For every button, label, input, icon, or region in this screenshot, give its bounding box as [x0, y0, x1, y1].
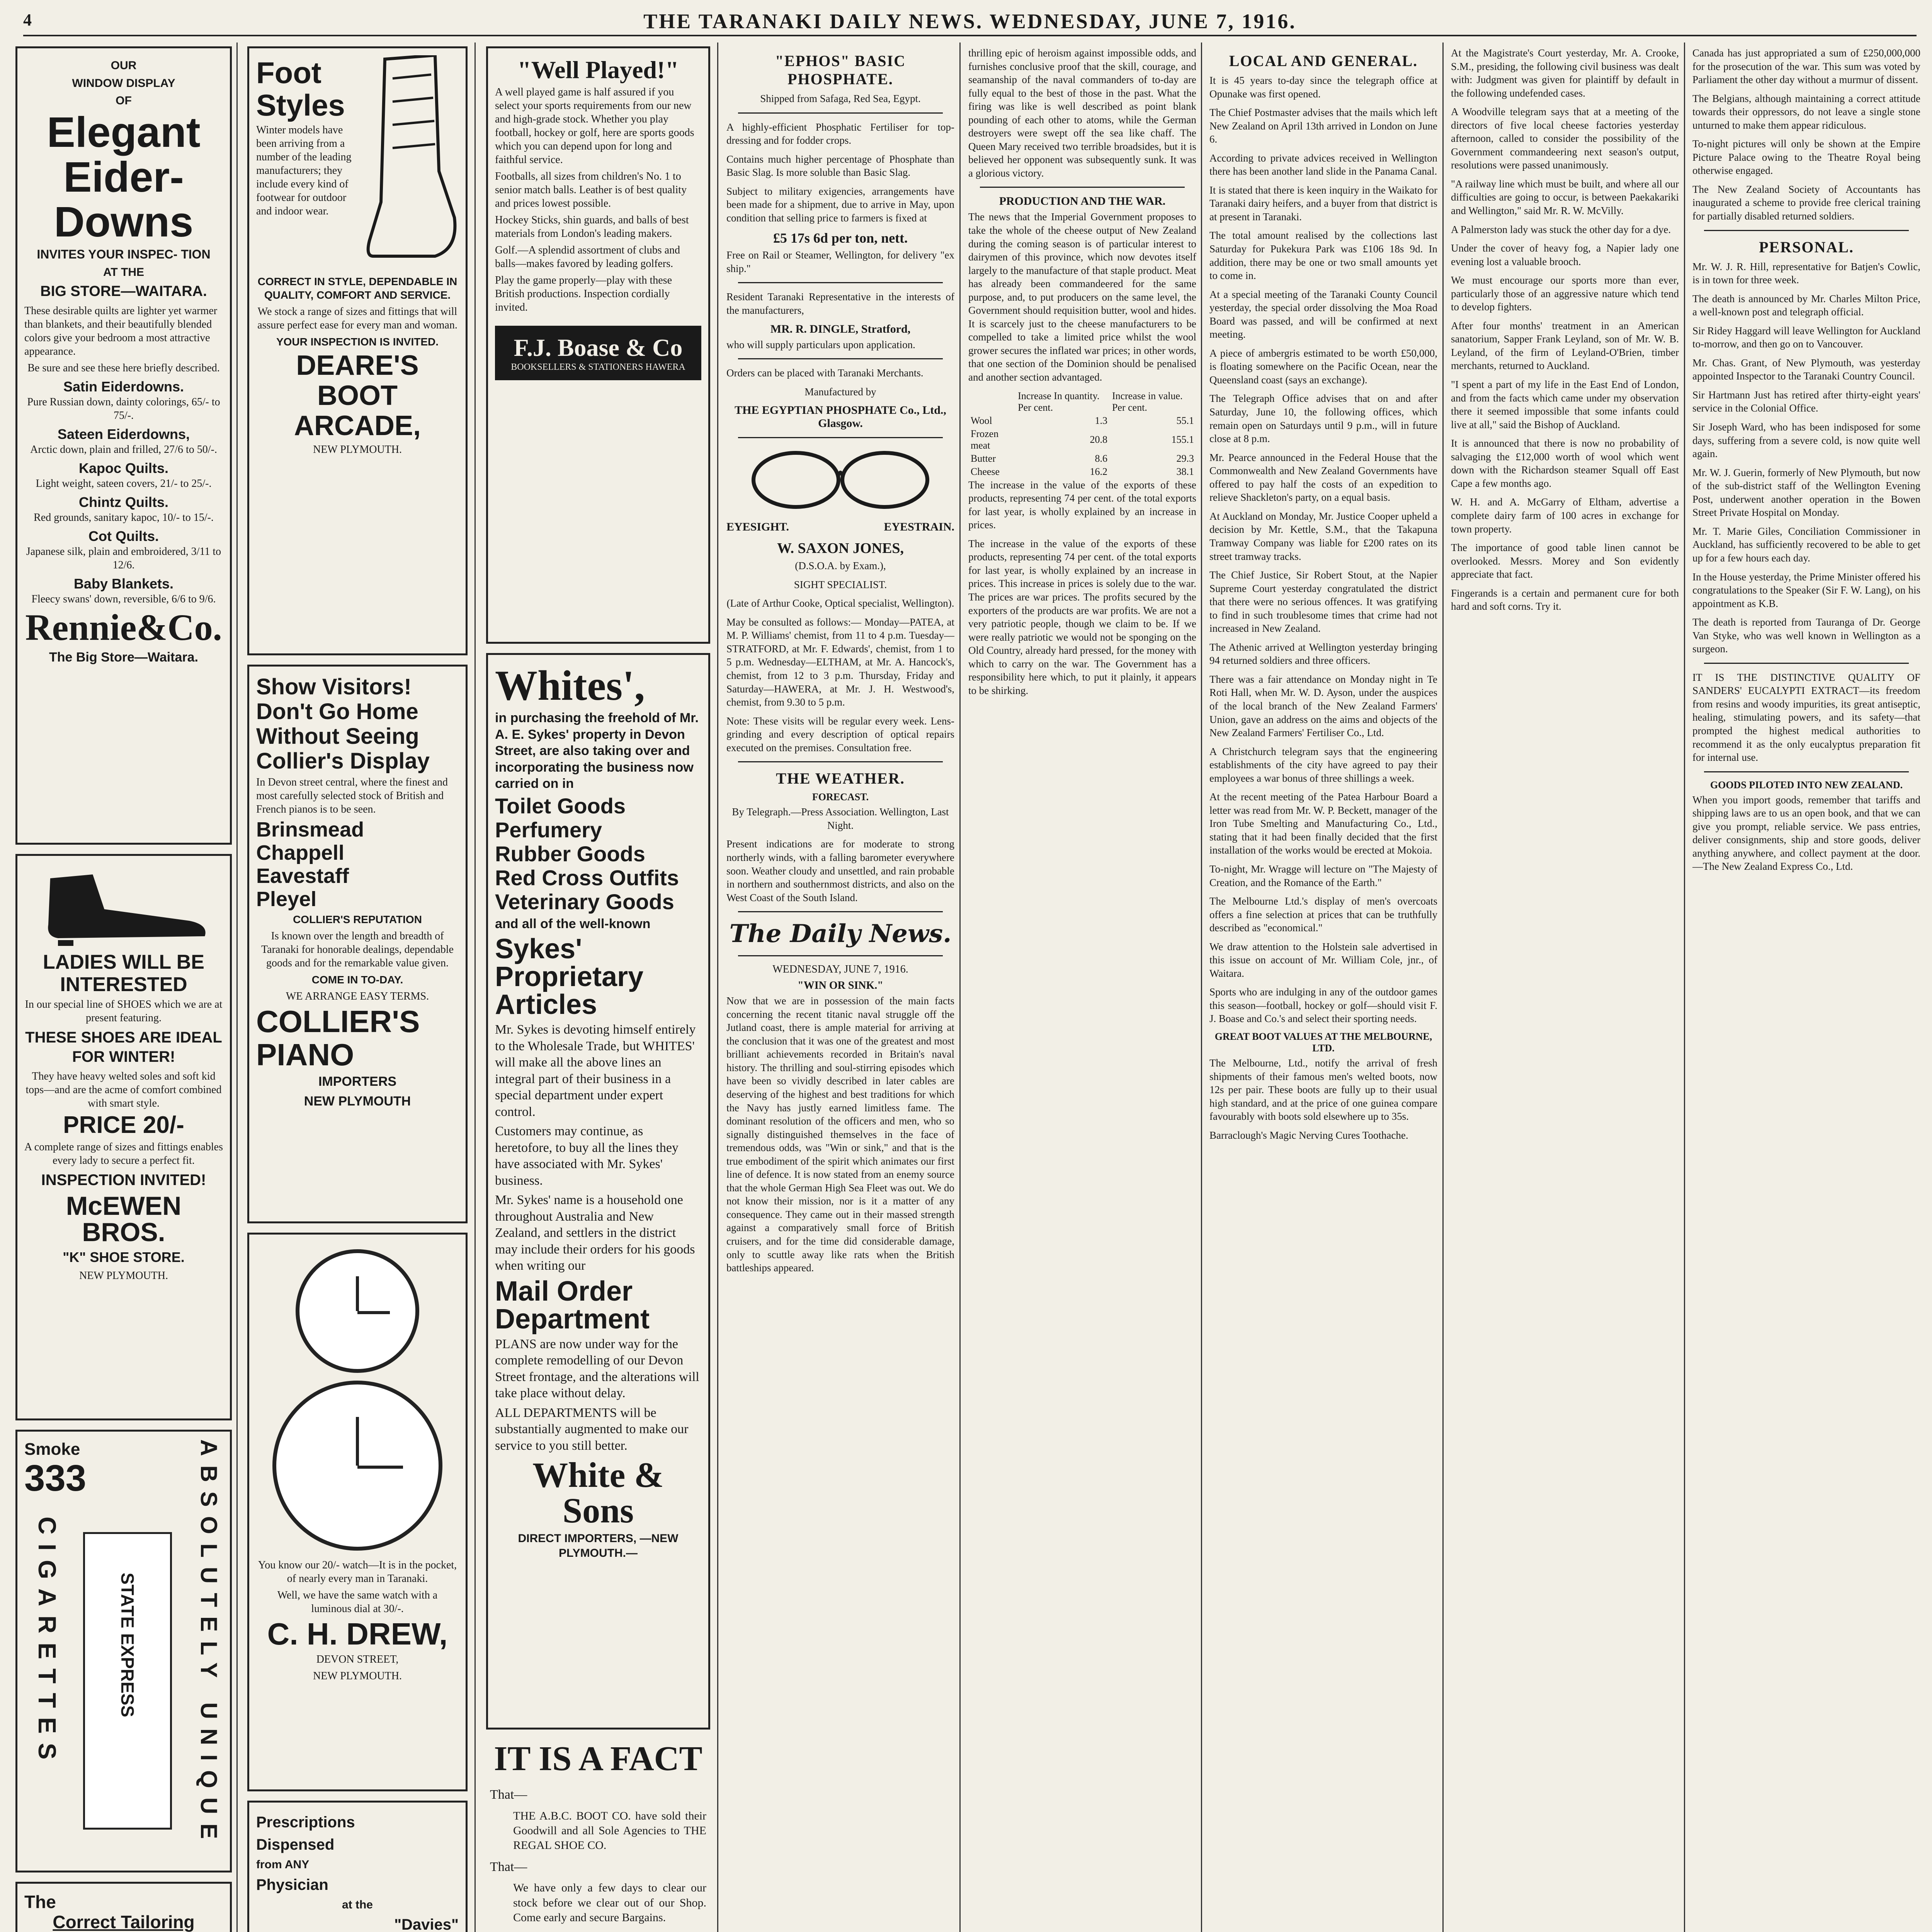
news-item: The Athenic arrived at Wellington yesterday bringing 94 returned soldiers and three officers.	[1209, 641, 1437, 667]
news-item: W. H. and A. McGarry of Eltham, advertise a complete dairy farm of 100 acres in exchange for town property.	[1451, 496, 1679, 535]
firm-name: McEWEN BROS.	[66, 1191, 182, 1247]
ad-text: You know our 20/- watch—It is in the pocket, of nearly every man in Taranaki.	[258, 1559, 457, 1585]
piano-brand: Chappell	[256, 841, 345, 864]
divider	[738, 437, 943, 438]
ad-text: Customers may continue, as heretofore, to buy all the lines they have associated with Mr. Sykes' business.	[495, 1124, 679, 1188]
logo-text: F.J. Boase & Co	[514, 334, 683, 361]
column-1	[15, 46, 232, 1932]
ad-text: AT THE	[103, 265, 145, 279]
personal-item: In the House yesterday, the Prime Minister offered his congratulations to the Speaker (Sir F. W. Lang), on his appointment as K.B.	[1692, 571, 1920, 609]
news-item: IT IS THE DISTINCTIVE QUALITY OF SANDERS' EUCALYPTI EXTRACT—its freedom from resins and woody impurities, its great antiseptic, healing, stimulating powers, and its safety—that prompted the highest medical authorities to recommend it as the only eucalyptus preparation fit for internal use.	[1692, 671, 1920, 764]
article-body: The news that the Imperial Government proposes to take the whole of the cheese output of New Zealand during the coming season is of particular interest to dairymen of this province, which now devotes itself largely to the manufacture of that staple product. Meat has already been commandeered for the same purpose, and, to put producers on the same level, the Government should requisition butter, wool and hides. It is scarcely just to the cheese manufacturers to be compelled to take a limited price whilst the wool grower secures the inflated war prices; in other words, that one section of the Dominion should be penalised and another section advantaged.	[968, 211, 1196, 383]
masthead-bar	[23, 8, 1917, 36]
product-line: Perfumery	[495, 817, 602, 842]
item-name: Sateen Eiderdowns,	[57, 426, 190, 442]
divider	[738, 282, 943, 283]
collier-piano-ad	[247, 665, 468, 1223]
table-cell: 1.3	[1095, 415, 1107, 426]
ad-text: Prescriptions	[256, 1814, 355, 1831]
ad-text: in purchasing the freehold of Mr. A. E. Sykes' property in Devon Street, are also taking over and incorporating the business now carried on in	[495, 711, 699, 791]
tailoring-ad	[15, 1882, 232, 1932]
ad-text: THE EGYPTIAN PHOSPHATE Co., Ltd., Glasgow.	[735, 404, 946, 430]
ad-text: OUR	[111, 59, 137, 72]
ad-headline: 333	[24, 1458, 87, 1499]
article-headline: "WIN OR SINK."	[798, 980, 883, 992]
ad-text: DIRECT IMPORTERS, —NEW PLYMOUTH.—	[518, 1532, 679, 1560]
divider	[1704, 663, 1909, 664]
item-name: Baby Blankets.	[73, 575, 174, 592]
ad-text: Orders can be placed with Taranaki Merchants.	[726, 367, 923, 379]
ad-text: A highly-efficient Phosphatic Fertiliser for top-dressing and for fodder crops.	[726, 121, 954, 146]
item-desc: Light weight, sateen covers, 21/- to 25/-.	[36, 477, 212, 490]
news-item: At the Magistrate's Court yesterday, Mr. A. Crooke, S.M., presiding, the following civil business was dealt with: Judgment was given for plaintiff by default in the following undefended cases.	[1451, 47, 1679, 99]
table-cell: Frozen meat	[971, 428, 999, 451]
news-item: The Melbourne, Ltd., notify the arrival of fresh shipments of their famous men's welted boots, now 12s per pair. These boots are fully up to their usual high standard, and at the price of one guinea compare favourably with boots sold elsewhere up to 35s.	[1209, 1057, 1437, 1122]
product-line: Veterinary Goods	[495, 889, 674, 914]
table-cell: 55.1	[1176, 415, 1194, 426]
ad-headline: "Well Played!"	[517, 56, 679, 83]
personal-item: The death is reported from Tauranga of Dr. George Van Styke, who was well known in Wellington as a surgeon.	[1692, 616, 1920, 655]
column-rule	[1684, 43, 1685, 1932]
column-3	[486, 46, 710, 1932]
ad-text: A well played game is half assured if you select your sports requirements from our new and high-grade stock. Whether you play football, hockey or golf, here are sports goods which you can depend upon for long and faithful service.	[495, 86, 694, 166]
divider	[738, 358, 943, 359]
ad-headline: Collier's Display	[256, 748, 430, 774]
ad-text: They have heavy welted soles and soft kid tops—and are the acme of comfort combined with smart style.	[26, 1070, 222, 1109]
news-item: Sports who are indulging in any of the outdoor games this season—football, hockey or golf—should visit F. J. Boase and Co.'s and select their sporting needs.	[1209, 986, 1437, 1025]
divider	[738, 955, 943, 956]
ad-text: In Devon street central, where the finest and most carefully selected stock of British and French pianos is to be seen.	[256, 776, 448, 815]
ad-text: (D.S.O.A. by Exam.),	[795, 560, 886, 572]
shoe-icon	[24, 863, 223, 948]
divider	[738, 112, 943, 114]
ad-text: "K" SHOE STORE.	[63, 1249, 185, 1265]
news-item: Under the cover of heavy fog, a Napier lady one evening lost a valuable brooch.	[1451, 242, 1679, 267]
personal-item: Mr. Chas. Grant, of New Plymouth, was yesterday appointed Inspector to the Taranaki Country Council.	[1692, 357, 1920, 382]
ad-text: That—	[490, 1859, 527, 1874]
ad-text: NEW PLYMOUTH.	[313, 1670, 402, 1682]
ad-text: The Big Store—Waitara.	[49, 650, 199, 665]
news-item: At Auckland on Monday, Mr. Justice Cooper upheld a decision by Mr. Kettle, S.M., that the Takapuna Tramway Company was liable for £200 rates on its street tramway tracks.	[1209, 510, 1437, 562]
news-item: A Woodville telegram says that at a meeting of the directors of five local cheese factories yesterday afternoon, called to consider the possibility of the Government commandeering next season's output, resolutions were passed unanimously.	[1451, 106, 1679, 171]
ad-text: Shipped from Safaga, Red Sea, Egypt.	[760, 93, 921, 104]
ad-headline: Whites',	[495, 662, 645, 709]
boase-logo	[495, 326, 701, 380]
ad-text: EYESTRAIN.	[884, 520, 954, 534]
ad-text: Mr. Sykes is devoting himself entirely to the Wholesale Trade, but WHITES' will make all the above lines an integral part of their business in a special department under expert control.	[495, 1022, 696, 1119]
ad-text: Note: These visits will be regular every week. Lens-grinding and every description of optical repairs executed on the premises. Consultation free.	[726, 715, 954, 753]
ad-text: OF	[116, 94, 132, 107]
ad-text: Play the game properly—play with these British productions. Inspection cordially invited.	[495, 274, 672, 313]
byline: By Telegraph.—Press Association. Wellington, Last Night.	[732, 806, 949, 831]
ad-text: and all of the well-known	[495, 916, 651, 931]
pocket-watch-icon	[272, 1381, 442, 1551]
ad-text: That—	[490, 1787, 527, 1802]
ad-text: Footballs, all sizes from children's No. 1 to senior match balls. Leather is of best quality and prices lowest possible.	[495, 170, 687, 209]
ad-text: THESE SHOES ARE IDEAL FOR WINTER!	[25, 1029, 222, 1065]
ad-headline: Eider-	[63, 153, 184, 201]
column-rule	[1442, 43, 1444, 1932]
ad-text: Is known over the length and breadth of Taranaki for honorable dealings, dependable goods and for the remarkable value given.	[261, 930, 454, 969]
news-item: Barraclough's Magic Nerving Cures Toothache.	[1209, 1129, 1408, 1141]
news-item: After four months' treatment in an American sanatorium, Sapper Frank Leyland, son of Mr. W. B. Leyland, of the firm of Leyland-O'Brien, timber merchants, returned to Auckland.	[1451, 320, 1679, 372]
news-item: A piece of ambergris estimated to be worth £50,000, is floating somewhere on the Pacific Ocean, near the Queensland coast (says an exchange).	[1209, 347, 1437, 386]
ad-text: These desirable quilts are lighter yet warmer than blankets, and their beautifully blended colors give your bedroom a most attractive appearance.	[24, 304, 218, 357]
ad-text: Hockey Sticks, shin guards, and balls of best materials from London's leading makers.	[495, 214, 689, 240]
editorial-masthead: The Daily News.	[729, 919, 952, 949]
firm-name: White & Sons	[532, 1455, 664, 1530]
ad-text: THE A.B.C. BOOT CO. have sold their Goodwill and all Sole Agencies to THE REGAL SHOE CO.	[513, 1809, 706, 1852]
ad-text: at the	[342, 1898, 373, 1911]
news-item: The Melbourne Ltd.'s display of men's overcoats offers a fine selection at prices that can be truthfully described as "economical."	[1209, 895, 1437, 934]
news-item: It is stated that there is keen inquiry in the Waikato for Taranaki dairy heifers, and a buyer from that district is at present in Taranaki.	[1209, 184, 1437, 223]
product-line: Rubber Goods	[495, 841, 645, 866]
ad-headline: Show Visitors!	[256, 674, 412, 699]
brand-label: STATE EXPRESS	[117, 1573, 138, 1718]
whites-ad	[486, 653, 710, 1730]
ad-text: Golf.—A splendid assortment of clubs and balls—makes favored by leading golfers.	[495, 244, 680, 270]
column-7	[1451, 46, 1679, 1932]
ad-text: NEW PLYMOUTH.	[313, 444, 402, 456]
ad-text	[490, 1930, 706, 1932]
news-item: At a special meeting of the Taranaki County Council yesterday, the special order dissolving the Moa Road Board was passed, and will be confirmed at next meeting.	[1209, 288, 1437, 340]
table-cell: 20.8	[1090, 434, 1107, 445]
ad-text: May be consulted as follows:— Monday—PATEA, at M. P. Williams' chemist, from 11 to 4 p.m. Tuesday—STRATFORD, at Mr. F. Edwards', chemist, from 1 to 5 p.m. Wednesday—ELTHAM, at Mr. A. Hancock's, chemist, from 12 to 3 p.m. Thursday, Friday and Saturday—HAWERA, at Mr. J. H. Westwood's, chemist, from 9.30 to 5 p.m.	[726, 616, 954, 708]
ad-text: Free on Rail or Steamer, Wellington, for delivery "ex ship."	[726, 249, 954, 274]
ad-text: SIGHT SPECIALIST.	[794, 578, 887, 590]
abc-boot-ad	[486, 1739, 710, 1932]
ad-text: Winter models have been arriving from a number of the leading manufacturers; they include every kind of footwear for outdoor and indoor wear.	[256, 124, 352, 217]
news-item: The Belgians, although maintaining a correct attitude towards their oppressors, do not leave a single stone unturned to make them appear ridiculous.	[1692, 92, 1920, 131]
article-headline: "EPHOS" BASIC PHOSPHATE.	[775, 52, 906, 88]
ad-text: INSPECTION INVITED!	[41, 1172, 206, 1189]
ad-text: WE ARRANGE EASY TERMS.	[286, 990, 429, 1002]
sports-goods-ad	[486, 46, 710, 644]
item-name: Cot Quilts.	[88, 528, 159, 544]
table-header	[968, 389, 1196, 414]
table-cell: 29.3	[1176, 452, 1194, 464]
article-body: thrilling epic of heroism against impossible odds, and furnishes conclusive proof that the skill, courage, and seamanship of the naval commanders of to-day are fully equal to the best of those in the past. What the firing was like is well described as point blank pounding of each other to atoms, while the German destroyers were swept off the sea like chaff. The Queen Mary received two terrible broadsides, but it is believed her opponent was subsequently sunk. It was a glorious victory.	[968, 47, 1196, 179]
news-item: We must encourage our sports more than ever, particularly those of an aggressive nature which tend to develop fighters.	[1451, 274, 1679, 313]
table-cell: 38.1	[1176, 466, 1194, 477]
piano-brand: Pleyel	[256, 888, 317, 911]
pocket-watch-icon	[296, 1249, 419, 1373]
spectacles-icon	[726, 445, 954, 515]
foot-styles-ad	[247, 46, 468, 655]
ad-headline: IT IS A FACT	[494, 1740, 702, 1778]
table-row	[968, 465, 1196, 478]
news-item: At the recent meeting of the Patea Harbour Board a letter was read from Mr. W. P. Beckett, manager of the Iron Tube Smelting and Manufacturing Co., Ltd., stating that it had been finally decided that the first installation of the works would be erected at Mokoia.	[1209, 791, 1437, 856]
divider	[738, 761, 943, 762]
news-item: According to private advices received in Wellington there has been another land slide in the Panama Canal.	[1209, 152, 1437, 177]
ad-headline: Sykes' Proprietary Articles	[495, 934, 644, 1020]
ad-text: Subject to military exigencies, arrangements have been made for a shipment, due to arrive in May, upon condition that selling price to farmers is fixed at	[726, 185, 954, 224]
table-cell: Butter	[971, 452, 996, 464]
ad-text: Dispensed	[256, 1836, 335, 1853]
ad-headline: Downs	[54, 198, 194, 246]
rennie-logo: Rennie&Co.	[25, 606, 222, 648]
ad-text: BIG STORE—WAITARA.	[40, 283, 207, 299]
article-subhead: GOODS PILOTED INTO NEW ZEALAND.	[1710, 779, 1903, 791]
divider	[738, 911, 943, 912]
personal-item: Mr. W. J. Guerin, formerly of New Plymouth, but now of the sub-district staff of the Wellington Evening Post, underwent another operation in the Bowen Street Private Hospital on Monday.	[1692, 466, 1920, 519]
boot-icon	[357, 55, 459, 272]
column-6	[1209, 46, 1437, 1932]
ad-text: MR. R. DINGLE, Stratford,	[770, 322, 911, 335]
piano-brand: Eavestaff	[256, 864, 349, 888]
news-item: A Christchurch telegram says that the engineering establishments of the city have agreed to pay their employees a war bonus of three shillings a week.	[1209, 745, 1437, 784]
ad-text: IMPORTERS	[318, 1074, 397, 1089]
ad-text: WINDOW DISPLAY	[72, 77, 175, 90]
logo-subtext: BOOKSELLERS & STATIONERS HAWERA	[511, 362, 685, 372]
ad-headline: Styles	[256, 88, 345, 122]
ad-text: COLLIER'S REPUTATION	[293, 913, 422, 925]
cigarettes-ad	[15, 1430, 232, 1872]
ad-text: NEW PLYMOUTH.	[79, 1270, 168, 1282]
ad-text: Well, we have the same watch with a luminous dial at 30/-.	[277, 1589, 438, 1615]
ad-text: We have only a few days to clear our stock before we clear out of our Shop. Come early and secure Bargains.	[513, 1881, 706, 1924]
column-rule	[236, 43, 238, 1932]
news-item: It is 45 years to-day since the telegraph office at Opunake was first opened.	[1209, 75, 1437, 100]
article-body: The increase in the value of the exports of these products, representing 74 per cent. of the total exports for last year, is wholly explained by an increase in prices.	[968, 479, 1196, 531]
ad-text: who will supply particulars upon application.	[726, 338, 915, 350]
davies-pharmacy-ad	[247, 1801, 468, 1932]
ad-text: Be sure and see these here briefly described.	[27, 362, 220, 374]
news-item: The importance of good table linen cannot be overlooked. Messrs. Morey and Son evidently appreciate that fact.	[1451, 542, 1679, 580]
shoes-ad	[15, 854, 232, 1420]
news-item: Canada has just appropriated a sum of £250,000,000 for the prosecution of the war. This sum was voted by Parliament the other day without a murmur of dissent.	[1692, 47, 1920, 86]
column-rule	[959, 43, 961, 1932]
item-desc: Fleecy swans' down, reversible, 6/6 to 9/6.	[31, 593, 216, 605]
article-headline: THE WEATHER.	[776, 770, 905, 787]
ad-headline: Mail Order Department	[495, 1276, 650, 1335]
ad-text: YOUR INSPECTION IS INVITED.	[276, 336, 439, 348]
news-item: A Palmerston lady was stuck the other day for a dye.	[1451, 223, 1671, 235]
ad-text: "Davies"	[394, 1916, 459, 1932]
ad-text: Contains much higher percentage of Phosphate than Basic Slag. Is more soluble than Basic Slag.	[726, 153, 954, 179]
news-item: To-night pictures will only be shown at the Empire Picture Palace owing to the Theatre Royal being otherwise engaged.	[1692, 138, 1920, 177]
table-cell: Increase in value. Per cent.	[1112, 390, 1183, 413]
ad-text: (Late of Arthur Cooke, Optical specialist, Wellington).	[726, 597, 954, 609]
item-name: Satin Eiderdowns.	[63, 378, 184, 395]
vertical-text: CIGARETTES	[33, 1517, 61, 1769]
table-cell: 8.6	[1095, 452, 1107, 464]
ad-headline: INTERESTED	[60, 973, 187, 996]
ad-text: CORRECT IN STYLE, DEPENDABLE IN QUALITY, COMFORT AND SERVICE.	[257, 276, 457, 301]
personal-item: Sir Hartmann Just has retired after thirty-eight years' service in the Colonial Office.	[1692, 389, 1920, 414]
ad-text: ALL DEPARTMENTS will be substantially augmented to make our service to you still better.	[495, 1405, 689, 1453]
article-body: Present indications are for moderate to strong northerly winds, with a falling barometer everywhere soon. Weather cloudy and unsettled, and rain probable in northern and southernmost districts, and also on the West Coast of the South Island.	[726, 838, 954, 903]
drew-watch-ad	[247, 1233, 468, 1791]
news-item: "A railway line which must be built, and where all our difficulties are going to occur, is between Paekakariki and Wellington," said Mr. R. W. McVilly.	[1451, 178, 1679, 217]
ad-headline: Foot	[256, 56, 321, 90]
ad-text: Resident Taranaki Representative in the interests of the manufacturers,	[726, 291, 954, 316]
personal-item: Sir Joseph Ward, who has been indisposed for some days, suffering from a severe cold, is now quite well again.	[1692, 421, 1920, 460]
ad-text: INVITES YOUR INSPEC- TION	[37, 247, 211, 261]
table-row	[968, 452, 1196, 465]
ad-text: NEW PLYMOUTH	[304, 1094, 411, 1109]
article-subhead: FORECAST.	[812, 791, 869, 803]
table-cell: Wool	[971, 415, 992, 426]
article-headline: PERSONAL.	[1759, 238, 1854, 256]
ad-text: COME IN TO-DAY.	[311, 974, 403, 986]
table-cell: 155.1	[1171, 434, 1194, 445]
news-item: The Chief Postmaster advises that the mails which left New Zealand on April 13th arrived in London on June 6.	[1209, 107, 1437, 145]
ad-text: A complete range of sizes and fittings enables every lady to secure a perfect fit.	[24, 1141, 223, 1167]
item-desc: Red grounds, sanitary kapoc, 10/- to 15/-.	[34, 511, 214, 524]
column-2	[247, 46, 468, 1932]
piano-brand: Brinsmead	[256, 818, 364, 841]
price-label: £5 17s 6d per ton, nett.	[773, 230, 908, 246]
news-item: Mr. Pearce announced in the Federal House that the Commonwealth and New Zealand Governments have offered to pay half the costs of an expedition to relieve Shackleton's party, on a equal basis.	[1209, 451, 1437, 503]
personal-item: Mr. W. J. R. Hill, representative for Batjen's Cowlic, is in town for three week.	[1692, 260, 1920, 286]
ad-headline: Don't Go Home	[256, 699, 418, 724]
table-row	[968, 427, 1196, 452]
column-4	[726, 46, 954, 1932]
ad-headline: The	[24, 1892, 56, 1912]
firm-name: C. H. DREW,	[267, 1617, 448, 1651]
column-rule	[717, 43, 718, 1932]
news-item: The Chief Justice, Sir Robert Stout, at the Napier Supreme Court yesterday congratulated the district that there were no serious offences. It was gratifying to find in such troublesome times that crime had not increased in New Zealand.	[1209, 569, 1437, 634]
product-line: Red Cross Outfits	[495, 865, 679, 890]
ad-text: We stock a range of sizes and fittings that will assure perfect ease for every man and woman.	[257, 306, 457, 331]
firm-name: ARCADE,	[294, 410, 421, 441]
personal-item: Sir Ridey Haggard will leave Wellington for Auckland to-morrow, and then go on to Vancouver.	[1692, 325, 1920, 350]
table-cell: Increase In quantity. Per cent.	[1018, 390, 1100, 413]
ad-text: Mr. Sykes' name is a household one throughout Australia and New Zealand, and settlers in the district may include their orders for his goods when writing our	[495, 1193, 695, 1273]
ad-text: from ANY	[256, 1858, 310, 1871]
table-cell: Cheese	[971, 466, 1000, 477]
eiderdowns-ad	[15, 46, 232, 845]
ad-text: PLANS are now under way for the complete remodelling of our Devon Street frontage, and the alterations will take place without delay.	[495, 1337, 699, 1400]
item-desc: Pure Russian down, dainty colorings, 65/- to 75/-.	[27, 396, 220, 422]
ad-text: In our special line of SHOES which we are at present featuring.	[25, 998, 223, 1024]
ad-text: Smoke	[24, 1440, 80, 1459]
article-body: The increase in the value of the exports of these products, representing 74 per cent. of the total exports for last year, is wholly explained by an increase in prices. This increase in prices is solely due to the war. The prices are war prices. The profits secured by the exporters of the products are war profits. We are not a very patriotic people, though we claim to be. If we were really patriotic we would not be sponging on the Old Country, already hard pressed, for the money with which to carry on the war. The Government has a responsibility here which, to put it plainly, it appears to be shirking.	[968, 537, 1196, 696]
firm-name: BOOT	[317, 380, 398, 411]
article-subhead: GREAT BOOT VALUES AT THE MELBOURNE, LTD.	[1214, 1031, 1432, 1054]
column-rule	[474, 43, 476, 1932]
ad-text: Manufactured by	[804, 386, 876, 398]
cigarette-soldier-icon	[83, 1532, 172, 1830]
item-name: Kapoc Quilts.	[78, 460, 169, 476]
news-item: We draw attention to the Holstein sale advertised in this issue on account of Mr. William Cole, jnr., of Waitara.	[1209, 940, 1437, 979]
ad-headline: Without Seeing	[256, 724, 419, 749]
firm-name: PIANO	[256, 1037, 354, 1072]
divider	[1704, 771, 1909, 772]
column-rule	[1201, 43, 1202, 1932]
item-name: Chintz Quilts.	[79, 494, 168, 510]
page-title: THE TARANAKI DAILY NEWS. WEDNESDAY, JUNE 7, 1916.	[643, 10, 1296, 33]
dateline: WEDNESDAY, JUNE 7, 1916.	[772, 963, 908, 976]
news-item: It is announced that there is now no probability of salvaging the £12,000 worth of wool which went down with the Richardson steamer Squall off East Cape a few months ago.	[1451, 437, 1679, 489]
article-body: Now that we are in possession of the main facts concerning the recent titanic naval struggle off the Jutland coast, there is ample material for arriving at the conclusion that it was one of the greatest and most brilliant achievements recorded in Britain's naval history. The thrilling and soul-stirring episodes which have been so vividly described in later cables are deserving of the highest and best traditions for which the Navy has justly earned limitless fame. The dominant resolution of the officers and men, who so signally distinguished themselves in the face of tremendous odds, was "Win or sink," and that is the true embodiment of the spirit which animates our first line of defence. It is now stated from an enemy source that the whole German High Sea Fleet was out. We do not know their mission, nor is it a matter of any consequence. They came out in their massed strength against a comparatively small force of British cruisers, and for the time did considerable damage, only to scuttle away like rats when the British battleships appeared.	[726, 995, 954, 1274]
news-item: The Telegraph Office advises that on and after Saturday, June 10, the following offices, which remain open on Saturdays until 9 p.m., will in future close at 8 p.m.	[1209, 393, 1437, 445]
ad-text: Physician	[256, 1876, 328, 1893]
ad-text: EYESIGHT.	[726, 520, 789, 534]
divider	[980, 187, 1185, 188]
item-desc: Japanese silk, plain and embroidered, 3/11 to 12/6.	[26, 545, 221, 571]
ad-headline: Elegant	[47, 108, 201, 156]
ad-headline: Correct Tailoring	[53, 1912, 195, 1932]
item-desc: Arctic down, plain and frilled, 27/6 to 50/-.	[30, 443, 217, 456]
personal-item: Mr. T. Marie Giles, Conciliation Commissioner in Auckland, has sufficiently recovered to be able to get up for a few hours each day.	[1692, 525, 1920, 564]
personal-item: The death is announced by Mr. Charles Milton Price, a well-known post and telegraph official.	[1692, 293, 1920, 318]
table-cell	[968, 389, 1015, 414]
news-item: There was a fair attendance on Monday night in Te Roti Hall, when Mr. W. D. Ayson, under the auspices of the local branch of the New Zealand Farmers' Union, gave an address on the aims and objects of the New Zealand Farmers' Fertiliser Co., Ltd.	[1209, 673, 1437, 739]
divider	[1704, 230, 1909, 231]
column-5	[968, 46, 1196, 1932]
firm-name: DEARE'S	[296, 350, 419, 381]
firm-name: COLLIER'S	[256, 1004, 420, 1039]
news-item: The New Zealand Society of Accountants has inaugurated a scheme to provide free clerical training for partially disabled returned soldiers.	[1692, 183, 1920, 222]
ad-headline: LADIES WILL BE	[43, 951, 204, 973]
news-item: Fingerands is a certain and permanent cure for both hard and soft corns. Try it.	[1451, 587, 1679, 612]
news-item: To-night, Mr. Wragge will lecture on "The Majesty of Creation, and the Romance of the Earth."	[1209, 863, 1437, 888]
ad-headline: W. SAXON JONES,	[777, 540, 904, 557]
news-item: The total amount realised by the collections last Saturday for Pukekura Park was £106 18s 9d. In addition, there may be one or two small amounts yet to come in.	[1209, 230, 1437, 282]
price-label: PRICE 20/-	[63, 1112, 184, 1138]
product-line: Toilet Goods	[495, 793, 626, 818]
table-row	[968, 414, 1196, 427]
column-8	[1692, 46, 1920, 1932]
vertical-text: ABSOLUTELY UNIQUE	[196, 1439, 222, 1849]
news-item: "I spent a part of my life in the East End of London, and from the facts which came under my observation there it seemed impossible that some infants could live at all," said the Bishop of Auckland.	[1451, 379, 1679, 430]
news-item: When you import goods, remember that tariffs and shipping laws are to us an open book, and that we can give you prompt, reliable service. We pass entries, deliver consignments, ship and store goods, deliver anything anywhere, and collect payment at the door.—The New Zealand Express Co., Ltd.	[1692, 794, 1920, 872]
ad-text: DEVON STREET,	[316, 1653, 399, 1665]
page-number: 4	[23, 10, 32, 29]
exports-table	[968, 389, 1196, 478]
article-headline: PRODUCTION AND THE WAR.	[999, 195, 1166, 208]
article-headline: LOCAL AND GENERAL.	[1229, 52, 1418, 70]
table-cell: 16.2	[1090, 466, 1107, 477]
